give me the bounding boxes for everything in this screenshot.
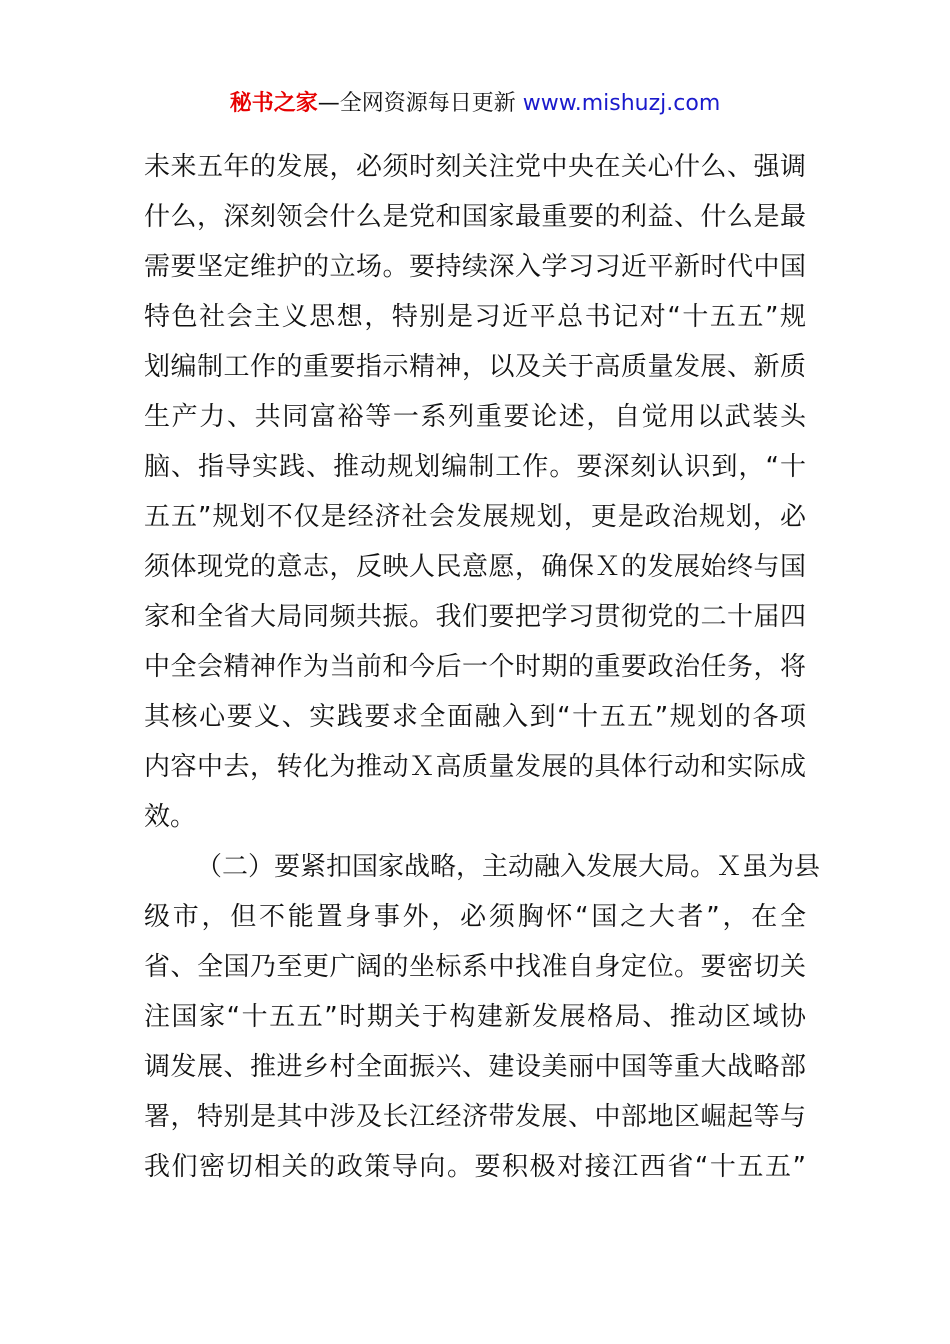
text-line: 生产力、共同富裕等一系列重要论述，自觉用以武装头	[144, 402, 806, 432]
text-line: 划编制工作的重要指示精神，以及关于高质量发展、新质	[144, 352, 806, 382]
site-header	[0, 88, 950, 120]
text-line: 其核心要义、实践要求全面融入到“十五五”规划的各项	[144, 702, 806, 732]
text-line: 内容中去，转化为推动Ｘ高质量发展的具体行动和实际成	[144, 752, 806, 782]
text-line: 家和全省大局同频共振。我们要把学习贯彻党的二十届四	[144, 602, 806, 632]
text-line: 未来五年的发展，必须时刻关注党中央在关心什么、强调	[144, 152, 806, 182]
text-line: 脑、指导实践、推动规划编制工作。要深刻认识到，“十	[144, 452, 806, 482]
text-line: 我们密切相关的政策导向。要积极对接江西省“十五五”	[144, 1152, 806, 1182]
text-line: 级市，但不能置身事外，必须胸怀“国之大者”，在全	[144, 902, 806, 932]
brand-name: 秘书之家	[229, 91, 318, 116]
text-line: 中全会精神作为当前和今后一个时期的重要政治任务，将	[144, 652, 806, 682]
text-line: 须体现党的意志，反映人民意愿，确保Ｘ的发展始终与国	[144, 552, 806, 582]
paragraph-2	[144, 842, 821, 1192]
paragraph-1	[144, 142, 806, 842]
text-line: 特色社会主义思想，特别是习近平总书记对“十五五”规	[144, 302, 806, 332]
site-url-link[interactable]: www.mishuzj.com	[522, 91, 721, 116]
document-body	[144, 142, 821, 1192]
text-line: 署，特别是其中涉及长江经济带发展、中部地区崛起等与	[144, 1102, 806, 1132]
section-heading-line: （二）要紧扣国家战略，主动融入发展大局。Ｘ虽为县	[196, 852, 821, 882]
text-line: 五五”规划不仅是经济社会发展规划，更是政治规划，必	[144, 502, 806, 532]
text-line: 省、全国乃至更广阔的坐标系中找准自身定位。要密切关	[144, 952, 806, 982]
text-line: 效。	[144, 802, 197, 832]
header-tagline: —全网资源每日更新	[317, 91, 523, 116]
text-line: 注国家“十五五”时期关于构建新发展格局、推动区域协	[144, 1002, 806, 1032]
text-line: 什么，深刻领会什么是党和国家最重要的利益、什么是最	[144, 202, 806, 232]
text-line: 需要坚定维护的立场。要持续深入学习习近平新时代中国	[144, 252, 806, 282]
text-line: 调发展、推进乡村全面振兴、建设美丽中国等重大战略部	[144, 1052, 806, 1082]
